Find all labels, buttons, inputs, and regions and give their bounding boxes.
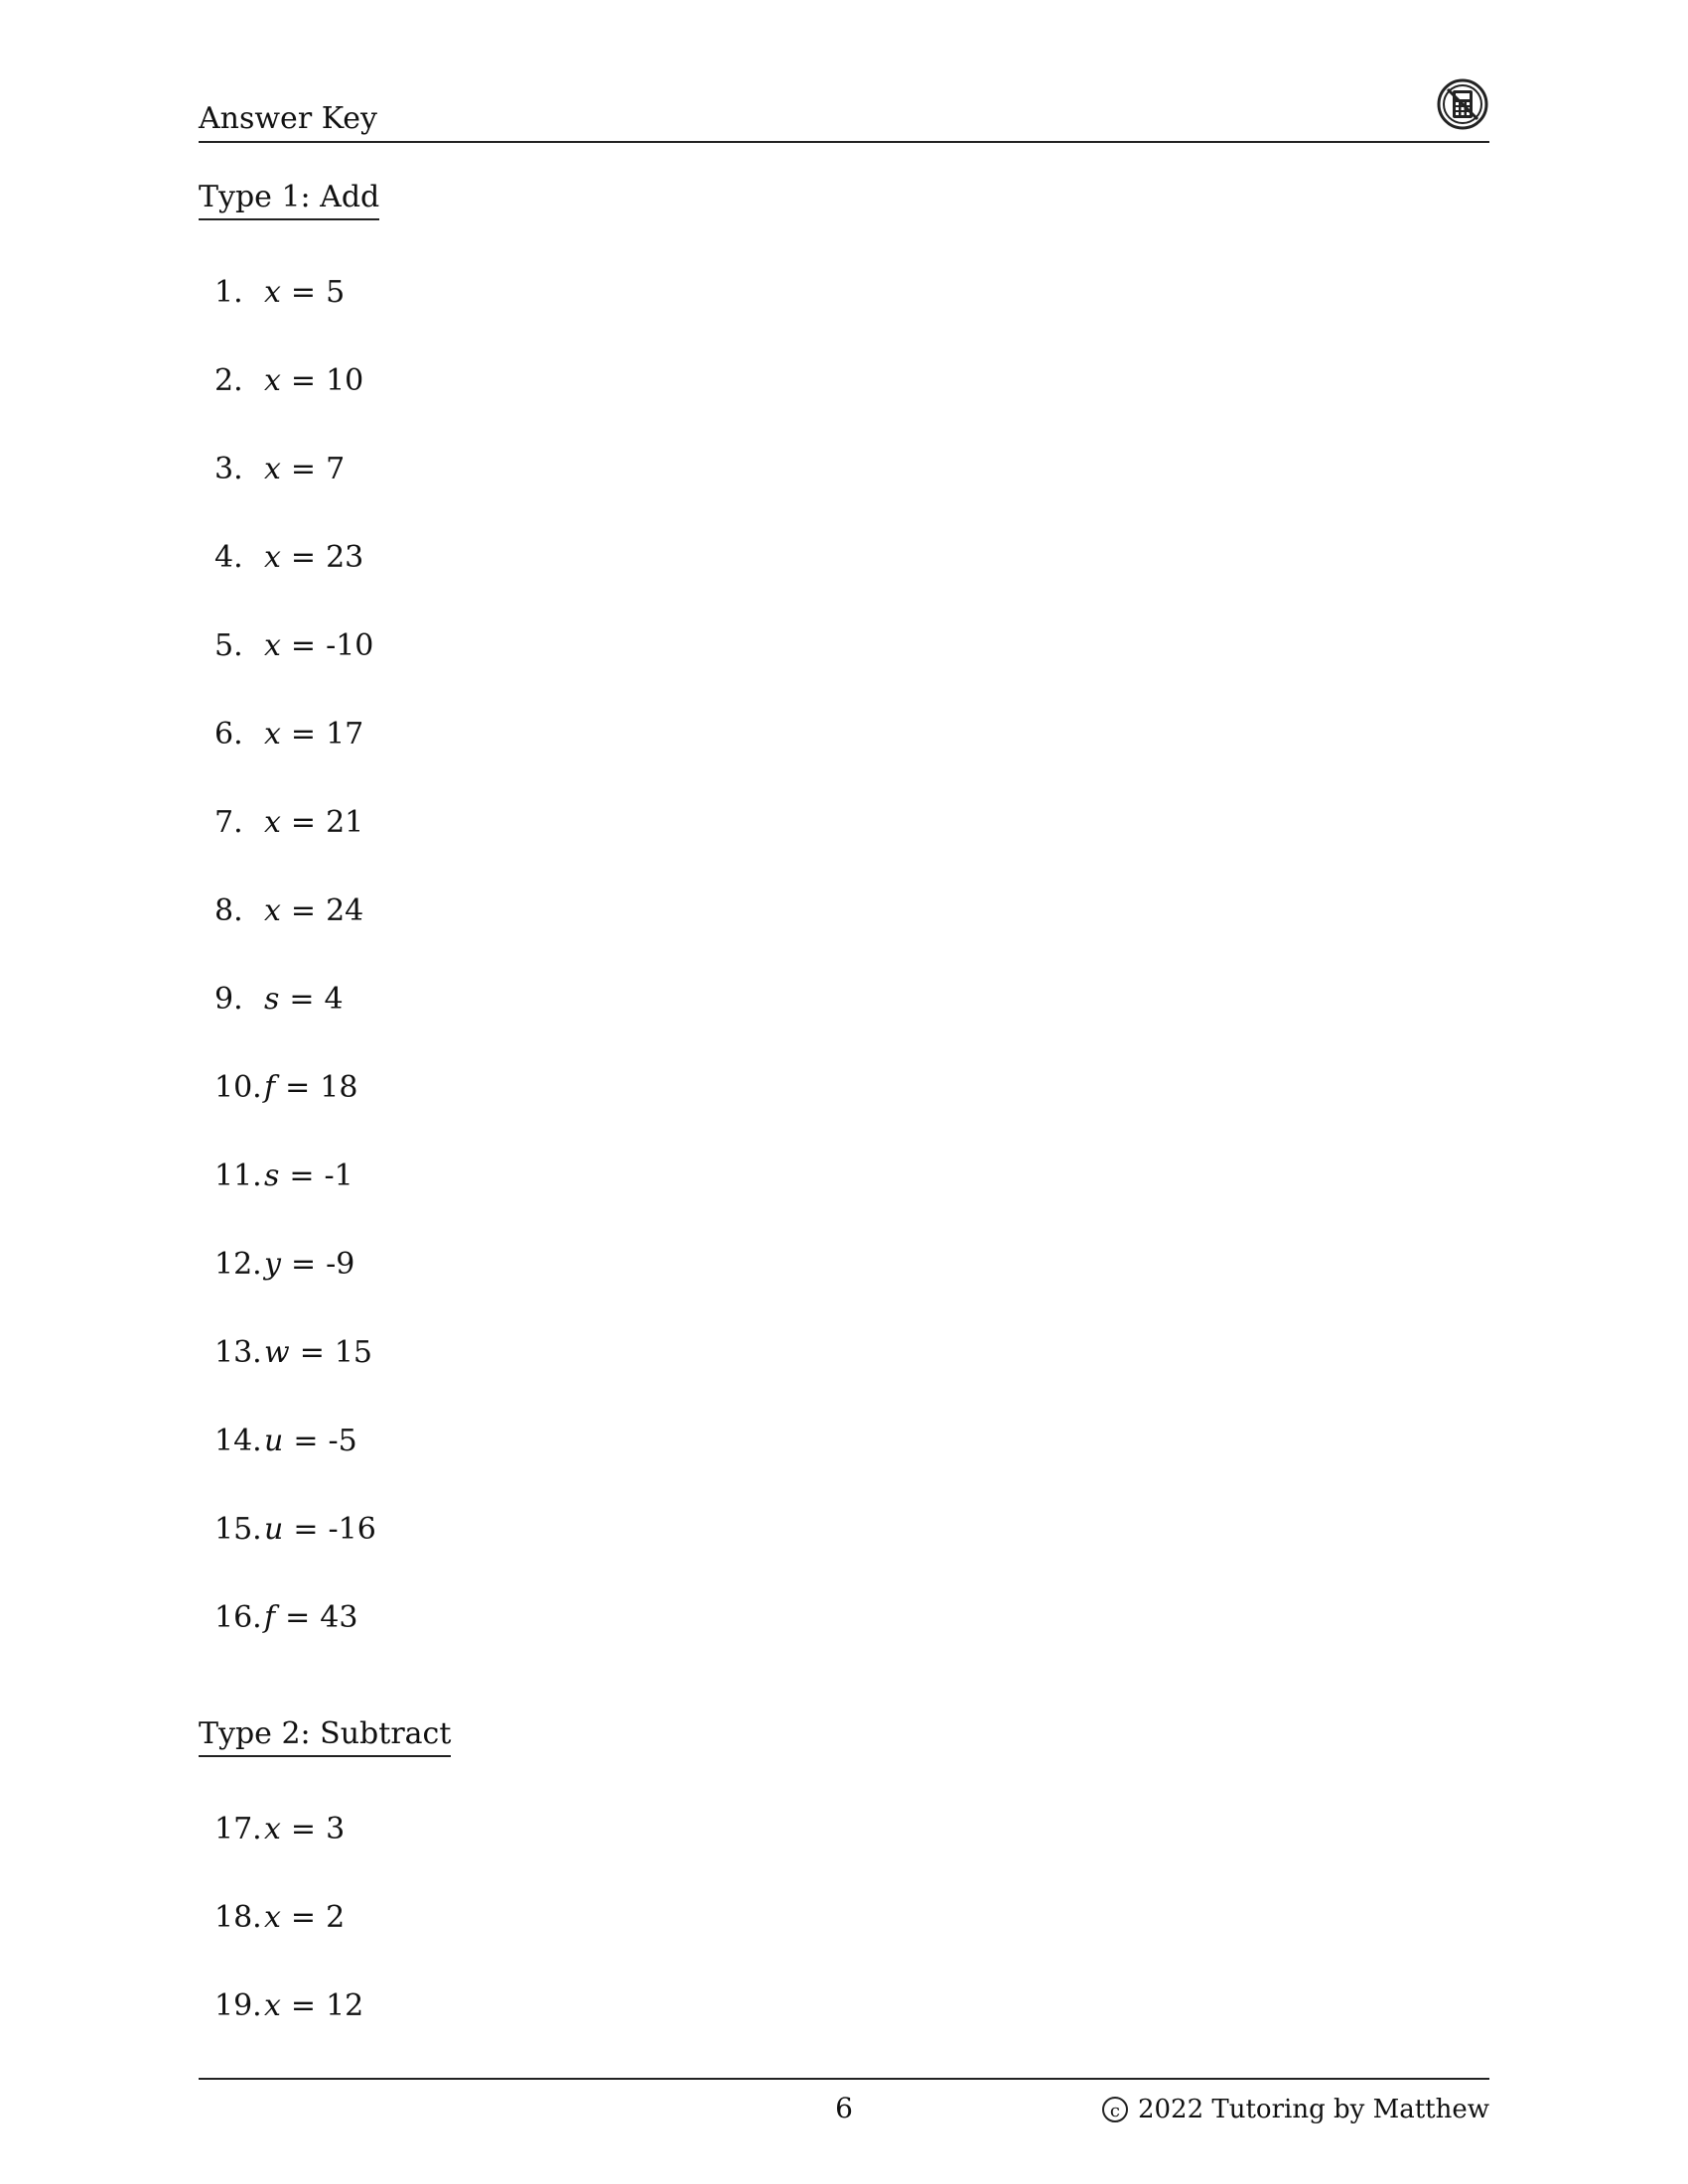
answer-item [214,1511,376,1599]
answer-value: 10 [326,363,364,398]
answer-value: 23 [326,540,364,575]
equals-sign: = [290,1812,317,1846]
answer-variable: x [264,363,281,398]
answer-number: 12. [214,1247,262,1282]
answer-variable: f [264,1070,276,1105]
equals-sign: = [290,893,317,928]
answer-value: 18 [320,1070,358,1105]
equals-sign: = [290,363,317,398]
equals-sign: = [293,1424,319,1458]
section-heading-type-2: Type 2: Subtract [199,1715,451,1757]
answer-value: 17 [326,717,364,751]
answer-number: 7. [214,805,243,840]
answer-item [214,716,376,804]
answer-number: 15. [214,1512,262,1547]
answer-value: 7 [326,452,346,486]
answer-item [214,892,376,981]
answer-variable: x [264,540,281,575]
answer-variable: x [264,893,281,928]
answer-number: 17. [214,1812,262,1846]
answer-number: 14. [214,1424,262,1458]
answer-item [214,1069,376,1158]
answer-item [214,1246,376,1334]
answer-value: -1 [324,1159,353,1193]
answer-item [214,539,376,627]
equals-sign: = [289,1159,315,1193]
answer-item [214,1987,363,2076]
answer-value: -10 [326,628,374,663]
answer-number: 5. [214,628,243,663]
answer-number: 13. [214,1335,262,1370]
answer-item [214,362,376,451]
equals-sign: = [290,540,317,575]
answer-value: -16 [328,1512,376,1547]
equals-sign: = [285,1070,311,1105]
equals-sign: = [290,717,317,751]
page-footer [199,2078,1489,2139]
answer-number: 16. [214,1600,262,1635]
answer-number: 2. [214,363,243,398]
answer-item [214,1334,376,1423]
answer-variable: y [264,1247,281,1282]
no-calculator-icon [1436,77,1489,131]
answer-value: 2 [326,1900,346,1935]
equals-sign: = [290,1247,317,1282]
equals-sign: = [290,628,317,663]
answer-item [214,1599,376,1688]
copyright-icon: c [1102,2097,1128,2122]
answer-item [214,1811,363,1899]
equals-sign: = [293,1512,319,1547]
answer-number: 3. [214,452,243,486]
answer-value: 3 [326,1812,346,1846]
answer-variable: x [264,452,281,486]
answer-item [214,1158,376,1246]
answer-number: 11. [214,1159,262,1193]
answer-value: 21 [326,805,364,840]
answer-number: 10. [214,1070,262,1105]
answer-value: 12 [326,1988,364,2023]
equals-sign: = [290,1900,317,1935]
copyright [1102,2094,1489,2125]
answer-variable: x [264,1900,281,1935]
answer-value: 4 [324,982,344,1017]
section-heading-type-1: Type 1: Add [199,179,379,220]
answer-list-type-1 [214,274,376,1688]
answer-number: 6. [214,717,243,751]
answer-variable: x [264,1812,281,1846]
page-header [199,71,1489,143]
answer-variable: x [264,1988,281,2023]
answer-value: 15 [334,1335,373,1370]
equals-sign: = [299,1335,325,1370]
answer-item [214,451,376,539]
answer-variable: x [264,628,281,663]
header-title: Answer Key [199,101,377,136]
answer-item [214,1899,363,1987]
answer-variable: u [264,1512,284,1547]
equals-sign: = [290,275,317,310]
answer-value: 24 [326,893,364,928]
answer-number: 8. [214,893,243,928]
answer-item [214,274,376,362]
answer-variable: u [264,1424,284,1458]
equals-sign: = [289,982,315,1017]
answer-number: 1. [214,275,243,310]
answer-item [214,981,376,1069]
answer-list-type-2 [214,1811,363,2076]
answer-value: -5 [328,1424,357,1458]
answer-number: 4. [214,540,243,575]
answer-variable: s [264,1159,280,1193]
answer-variable: x [264,275,281,310]
equals-sign: = [285,1600,311,1635]
answer-variable: w [264,1335,290,1370]
answer-variable: s [264,982,280,1017]
answer-number: 19. [214,1988,262,2023]
answer-item [214,1423,376,1511]
answer-variable: x [264,717,281,751]
answer-value: -9 [326,1247,355,1282]
equals-sign: = [290,805,317,840]
copyright-text: 2022 Tutoring by Matthew [1137,2095,1489,2124]
answer-value: 43 [320,1600,358,1635]
answer-value: 5 [326,275,346,310]
answer-number: 9. [214,982,243,1017]
equals-sign: = [290,452,317,486]
answer-variable: f [264,1600,276,1635]
answer-variable: x [264,805,281,840]
page-number: 6 [835,2092,853,2124]
answer-item [214,627,376,716]
answer-number: 18. [214,1900,262,1935]
equals-sign: = [290,1988,317,2023]
answer-item [214,804,376,892]
